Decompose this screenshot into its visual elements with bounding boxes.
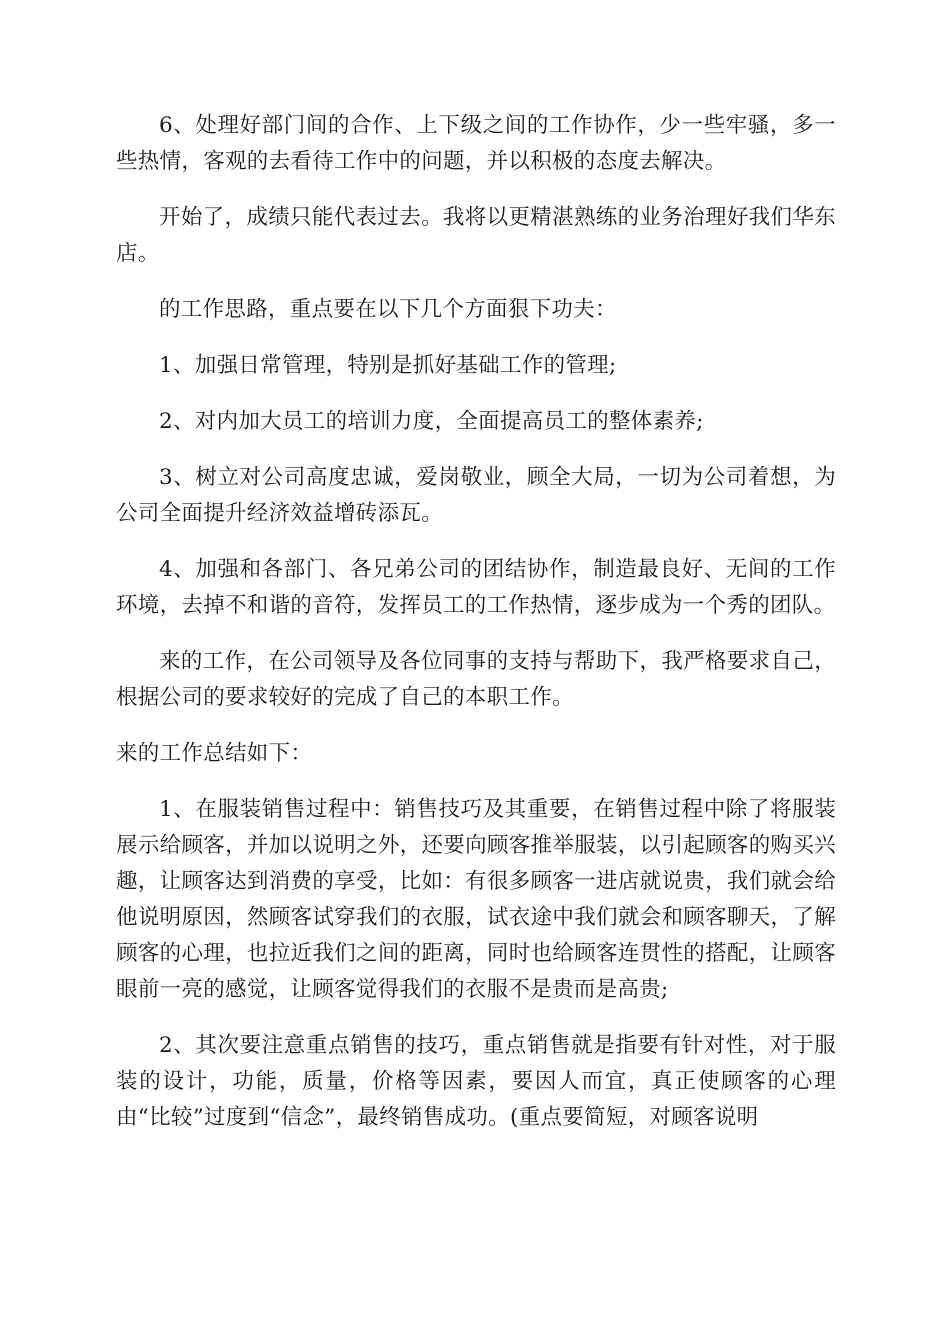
- paragraph-2: 开始了，成绩只能代表过去。我将以更精湛熟练的业务治理好我们华东店。: [116, 205, 836, 266]
- paragraph-7: 4、加强和各部门、各兄弟公司的团结协作，制造最良好、无间的工作环境，去掉不和谐的音符，发挥员工的工作热情，逐步成为一个秀的团队。: [116, 557, 836, 618]
- paragraph-4: 1、加强日常管理，特别是抓好基础工作的管理;: [159, 353, 617, 378]
- paragraph-10: 1、在服装销售过程中：销售技巧及其重要，在销售过程中除了将服装展示给顾客，并加以说明之外，还要向顾客推举服装，以引起顾客的购买兴趣，让顾客达到消费的享受，比如：有很多顾客一进店就说贵，我们就会给他说明原因，然顾客试穿我们的衣服，试衣途中我们就会和顾客聊天，了解顾客的心理，也拉近我们之间的距离，同时也给顾客连贯性的搭配，让顾客眼前一亮的感觉，让顾客觉得我们的衣服不是贵而是高贵;: [116, 797, 836, 1002]
- paragraph-1: 6、处理好部门间的合作、上下级之间的工作协作，少一些牢骚，多一些热情，客观的去看待工作中的问题，并以积极的态度去解决。: [116, 113, 836, 174]
- paragraph-11: 2、其次要注意重点销售的技巧，重点销售就是指要有针对性，对于服装的设计，功能，质量，价格等因素，要因人而宜，真正使顾客的心理由“比较”过度到“信念”，最终销售成功。(重点要简短，对顾客说明: [116, 1033, 836, 1130]
- paragraph-8: 来的工作，在公司领导及各位同事的支持与帮助下，我严格要求自己，根据公司的要求较好的完成了自己的本职工作。: [116, 649, 836, 710]
- paragraph-5: 2、对内加大员工的培训力度，全面提高员工的整体素养;: [159, 409, 704, 434]
- paragraph-6: 3、树立对公司高度忠诚，爱岗敬业，顾全大局，一切为公司着想，为公司全面提升经济效益增砖添瓦。: [116, 465, 836, 526]
- paragraph-9: 来的工作总结如下：: [116, 741, 313, 766]
- paragraph-3: 的工作思路，重点要在以下几个方面狠下功夫：: [159, 297, 617, 322]
- document-body: [116, 108, 836, 1156]
